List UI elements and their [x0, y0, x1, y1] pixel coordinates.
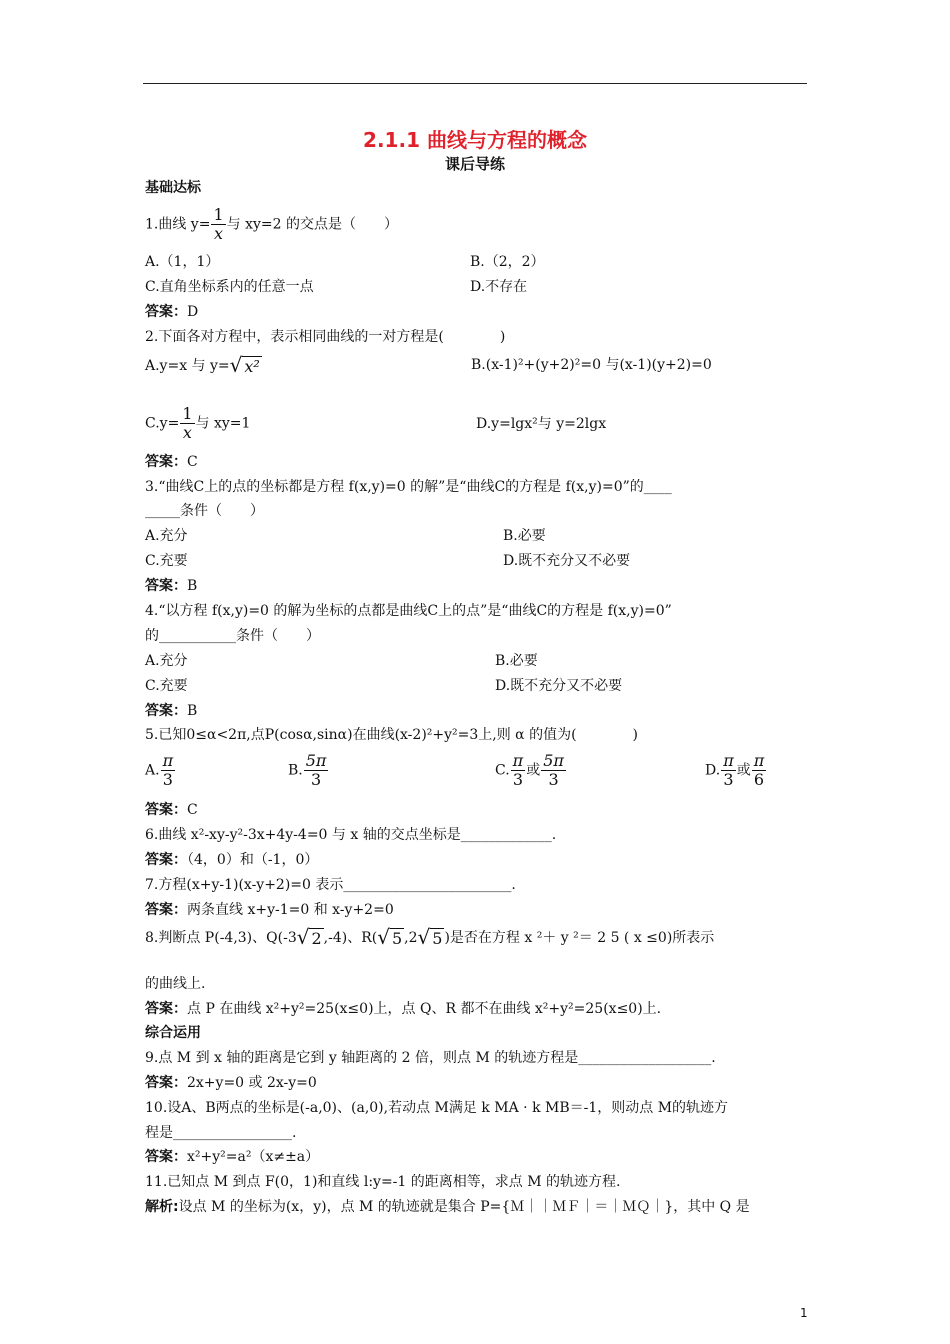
q10-stem-line1: 10.设A、B两点的坐标是(-a,0)、(a,0),若动点 M满足 k MA · k MB＝-1，则动点 M的轨迹方 — [145, 1100, 729, 1116]
q2-option-a: A.y=x 与 y=√ x² — [145, 353, 260, 377]
q7-stem: 7.方程(x+y-1)(x-y+2)=0 表示________________________. — [145, 877, 516, 893]
q3-option-c: C.充要 — [145, 553, 188, 569]
q3-option-b: B.必要 — [503, 528, 546, 544]
q2-sqrt: √ x² — [229, 353, 260, 377]
q4-stem-line2: 的___________条件（ ） — [145, 628, 320, 644]
q1-answer: 答案：D — [145, 304, 199, 320]
q10-answer: 答案：x²+y²=a²（x≠±a） — [145, 1149, 320, 1165]
q2-fraction: $\frac{1}{x}$ — [182, 404, 193, 442]
q8-sqrt-2: √ 2 — [296, 925, 322, 949]
page-subtitle: 课后导练 — [444, 155, 505, 173]
q5-c-fraction1: $\frac{\pi}{3}$ — [512, 751, 524, 789]
q1-option-d: D.不存在 — [470, 279, 528, 295]
q3-option-a: A.充分 — [145, 528, 188, 544]
page-title: 2.1.1 曲线与方程的概念 — [363, 128, 587, 152]
q4-stem-line1: 4.“以方程 f(x,y)=0 的解为坐标的点都是曲线C上的点”是“曲线C的方程是 f(x,y)=0” — [145, 603, 672, 619]
q2-answer: 答案：C — [145, 454, 198, 470]
q3-stem-line2: _____条件（ ） — [145, 503, 264, 519]
q8-answer: 答案：点 P 在曲线 x²+y²=25(x≤0)上，点 Q、R 都不在曲线 x²+y²=25(x≤0)上. — [145, 1001, 662, 1017]
q4-option-c: C.充要 — [145, 678, 188, 694]
q5-d-fraction1: $\frac{\pi}{3}$ — [723, 751, 734, 789]
section-basic: 基础达标 — [145, 180, 201, 196]
q5-option-d: D. $\frac{\pi}{3}$ 或 $\frac{\pi}{6}$ — [705, 751, 765, 789]
q5-option-a: A. $\frac{\pi}{3}$ — [145, 751, 174, 789]
q4-option-b: B.必要 — [495, 653, 538, 669]
q11-analysis: 解析:设点 M 的坐标为(x，y)，点 M 的轨迹就是集合 P={Ｍ｜｜ＭＦ｜＝｜ＭＱ｜}，其中 Q 是 — [145, 1199, 750, 1215]
q5-answer: 答案：C — [145, 802, 198, 818]
q5-option-c: C. $\frac{\pi}{3}$ 或 $\frac{5\pi}{3}$ — [495, 751, 564, 789]
q5-stem: 5.已知0≤α<2π,点P(cosα,sinα)在曲线(x-2)²+y²=3上,则 α 的值为( ) — [145, 727, 639, 743]
q8-sqrt-5b: √ 5 — [417, 925, 443, 949]
section-comprehensive: 综合运用 — [145, 1025, 201, 1041]
q5-c-fraction2: $\frac{5\pi}{3}$ — [543, 751, 564, 789]
q1-option-b: B.（2，2） — [470, 254, 545, 270]
page-number: 1 — [800, 1306, 808, 1320]
q6-answer: 答案：（4，0）和（-1，0） — [145, 852, 319, 868]
q2-option-c: C.y= $\frac{1}{x}$ 与 xy=1 — [145, 404, 251, 442]
q4-answer: 答案：B — [145, 703, 198, 719]
q8-stem-line1: 8.判断点 P(-4,3)、Q(-3√ 2 ,-4)、R(√ 5 ,2√ 5 )是否在方程 x ²＋ y ²＝ 2 5 ( x ≤0)所表示 — [145, 925, 715, 949]
q5-d-fraction2: $\frac{\pi}{6}$ — [753, 751, 765, 789]
q5-b-fraction: $\frac{5\pi}{3}$ — [305, 751, 327, 789]
q9-answer: 答案：2x+y=0 或 2x-y=0 — [145, 1075, 317, 1091]
q1-option-c: C.直角坐标系内的任意一点 — [145, 279, 314, 295]
q2-option-b: B.(x-1)²+(y+2)²=0 与(x-1)(y+2)=0 — [471, 357, 712, 373]
q6-stem: 6.曲线 x²-xy-y²-3x+4y-4=0 与 x 轴的交点坐标是_____________. — [145, 827, 557, 843]
q5-a-fraction: $\frac{\pi}{3}$ — [162, 751, 174, 789]
q8-sqrt-5a: √ 5 — [377, 925, 403, 949]
q11-stem: 11.已知点 M 到点 F(0，1)和直线 l:y=-1 的距离相等，求点 M 的轨迹方程. — [145, 1174, 621, 1190]
q2-stem: 2.下面各对方程中，表示相同曲线的一对方程是( ) — [145, 329, 506, 345]
q7-answer: 答案：两条直线 x+y-1=0 和 x-y+2=0 — [145, 902, 394, 918]
q9-stem: 9.点 M 到 x 轴的距离是它到 y 轴距离的 2 倍，则点 M 的轨迹方程是___________________. — [145, 1050, 716, 1066]
q1-fraction: $\frac{1}{x}$ — [213, 205, 224, 243]
q10-stem-line2: 程是_________________. — [145, 1125, 297, 1141]
q4-option-d: D.既不充分又不必要 — [495, 678, 623, 694]
q5-option-b: B. $\frac{5\pi}{3}$ — [288, 751, 327, 789]
header-rule — [143, 83, 807, 84]
q3-option-d: D.既不充分又不必要 — [503, 553, 631, 569]
q3-answer: 答案：B — [145, 578, 198, 594]
q2-option-d: D.y=lgx²与 y=2lgx — [476, 416, 607, 432]
q4-option-a: A.充分 — [145, 653, 188, 669]
q3-stem-line1: 3.“曲线C上的点的坐标都是方程 f(x,y)=0 的解”是“曲线C的方程是 f(x,y)=0”的____ — [145, 479, 672, 495]
q1-option-a: A.（1，1） — [145, 254, 220, 270]
q1-stem: 1.曲线 y= $\frac{1}{x}$ 与 xy=2 的交点是（ ） — [145, 205, 398, 243]
q8-stem-line2: 的曲线上. — [145, 976, 206, 992]
